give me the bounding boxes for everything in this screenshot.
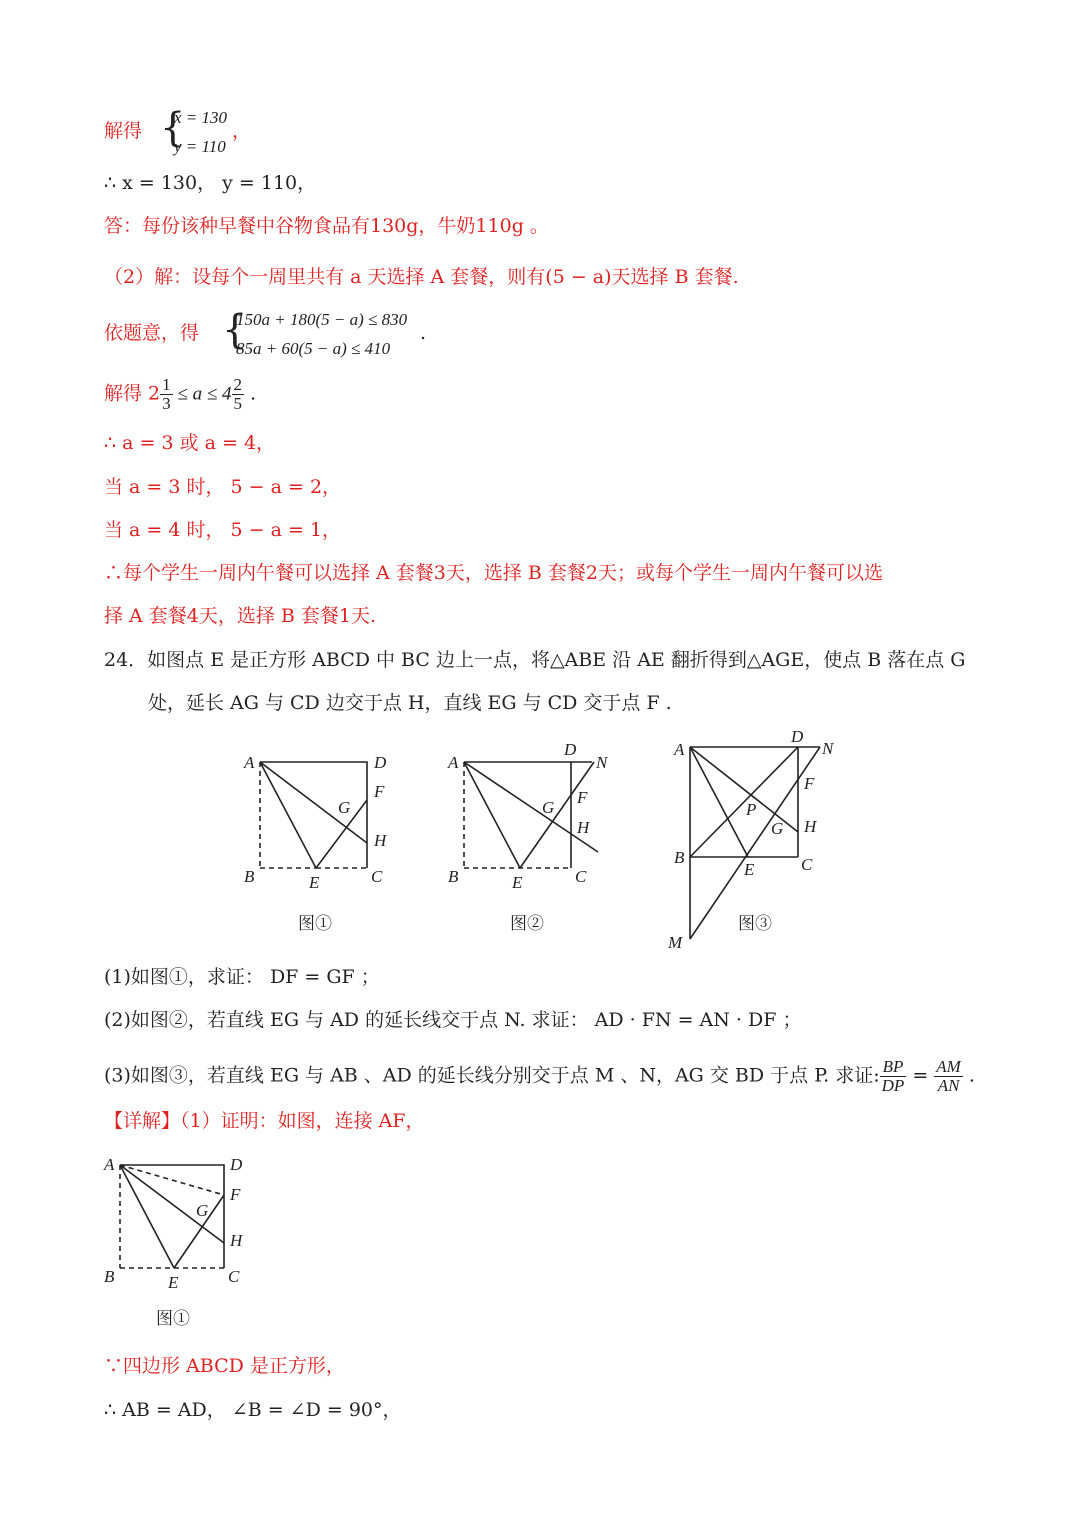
solve-range-prefix: 解得 2: [104, 382, 161, 405]
fig2-label-N: N: [596, 753, 608, 772]
fraction-one-third: $\frac{1}{3}$: [162, 375, 171, 413]
therefore-line-1: ∴ x = 130， y = 110，: [104, 172, 317, 194]
fig3-label-M: M: [668, 933, 683, 952]
solve-label: 解得: [104, 120, 143, 142]
fig3-label-N: N: [822, 739, 834, 758]
fig3-caption: 图③: [738, 914, 772, 934]
fraction-am-an: $\frac{AM}{AN}$: [936, 1057, 961, 1095]
problem-24-stem-1: 24．如图点 E 是正方形 ABCD 中 BC 边上一点，将△ABE 沿 AE 翻折得到△AGE，使点 B 落在点 G: [104, 649, 966, 671]
fig3-label-C: C: [801, 855, 813, 874]
system-equation-2: y = 110: [174, 137, 226, 156]
fig3-label-G: G: [771, 819, 784, 838]
fig3-label-B: B: [674, 848, 685, 867]
fig1-label-F: F: [374, 782, 385, 801]
fig3-label-F: F: [804, 774, 815, 793]
detail-label-C: C: [228, 1267, 240, 1286]
fig3-label-A: A: [674, 740, 685, 759]
question-3-prefix: (3)如图③，若直线 EG 与 AB 、AD 的延长线分别交于点 M 、N，AG 交 BD 于点 P. 求证:: [104, 1064, 880, 1087]
fraction-bp-dp: $\frac{BP}{DP}$: [881, 1057, 905, 1095]
system-equation-1: x = 130: [174, 108, 228, 127]
detail-label-D: D: [230, 1155, 243, 1174]
fig2-caption: 图②: [510, 914, 544, 934]
detail-figure: [0, 1140, 300, 1340]
inequality-tail: .: [420, 322, 427, 344]
system-brace: {: [160, 105, 186, 151]
detail-fig-caption: 图①: [156, 1309, 190, 1329]
inequality-brace: {: [222, 307, 248, 353]
fig1-label-C: C: [371, 867, 383, 886]
fig1-label-B: B: [244, 867, 255, 886]
detail-label-A: A: [104, 1155, 115, 1174]
fig3-label-H: H: [804, 817, 817, 836]
fig1-caption: 图①: [298, 914, 332, 934]
detail-heading: 【详解】: [104, 1110, 181, 1132]
case-a-4: 当 a = 4 时， 5 − a = 1，: [104, 519, 342, 541]
fig2-label-G: G: [542, 798, 555, 817]
fig1-label-A: A: [244, 753, 255, 772]
fig3-label-P: P: [746, 800, 757, 819]
fig2-label-B: B: [448, 867, 459, 886]
fig2-label-D: D: [564, 740, 577, 759]
fig1-label-G: G: [338, 798, 351, 817]
conclusion-line-2: 择 A 套餐4天，选择 B 套餐1天.: [104, 605, 377, 627]
by-meaning-label: 依题意，得: [104, 322, 200, 344]
case-a-3: 当 a = 3 时， 5 − a = 2，: [104, 476, 342, 498]
therefore-equal-line: ∴ AB = AD， ∠B = ∠D = 90°，: [104, 1399, 402, 1421]
since-line: ∵四边形 ABCD 是正方形，: [104, 1355, 345, 1377]
fig2-label-C: C: [575, 867, 587, 886]
answer-line: 答：每份该种早餐中谷物食品有130g，牛奶110g 。: [104, 215, 549, 237]
detail-label-E: E: [168, 1273, 179, 1292]
fig3-label-D: D: [791, 727, 804, 746]
fig1-label-D: D: [374, 753, 387, 772]
question-3: [104, 1058, 975, 1095]
fig2-label-H: H: [577, 818, 590, 837]
fig3-label-E: E: [744, 860, 755, 879]
fig2-label-A: A: [448, 753, 459, 772]
part2-intro: （2）解：设每个一周里共有 a 天选择 A 套餐，则有(5 − a)天选择 B 套餐.: [104, 266, 739, 288]
solve-range-mid: ≤ a ≤ 4: [172, 383, 232, 405]
system-tail: ，: [232, 120, 252, 142]
conclusion-line-1: ∴每个学生一周内午餐可以选择 A 套餐3天，选择 B 套餐2天；或每个学生一周内午餐可以选: [104, 562, 884, 584]
fig2-label-E: E: [512, 873, 523, 892]
fig2-label-F: F: [577, 788, 588, 807]
question-2: (2)如图②，若直线 EG 与 AD 的延长线交于点 N. 求证： AD · FN = AN · DF ；: [104, 1009, 802, 1031]
detail-label-F: F: [230, 1185, 241, 1204]
fig1-label-H: H: [374, 831, 387, 850]
inequality-1: 150a + 180(5 − a) ≤ 830: [236, 310, 408, 329]
therefore-a-line: ∴ a = 3 或 a = 4，: [104, 432, 276, 454]
solve-range-tail: .: [244, 382, 257, 405]
question-3-tail: .: [962, 1064, 975, 1087]
question-3-equals: =: [906, 1064, 935, 1087]
detail-text: （1）证明：如图，连接 AF，: [180, 1110, 425, 1132]
fig1-label-E: E: [309, 873, 320, 892]
problem-24-stem-2: 处，延长 AG 与 CD 边交于点 H，直线 EG 与 CD 交于点 F .: [148, 692, 672, 714]
detail-line: [104, 1108, 425, 1134]
detail-label-H: H: [230, 1231, 243, 1250]
fraction-two-fifths: $\frac{2}{5}$: [233, 375, 242, 413]
inequality-2: 85a + 60(5 − a) ≤ 410: [236, 339, 391, 358]
question-1: (1)如图①，求证： DF = GF ；: [104, 966, 380, 988]
detail-label-G: G: [196, 1201, 209, 1220]
detail-label-B: B: [104, 1267, 115, 1286]
